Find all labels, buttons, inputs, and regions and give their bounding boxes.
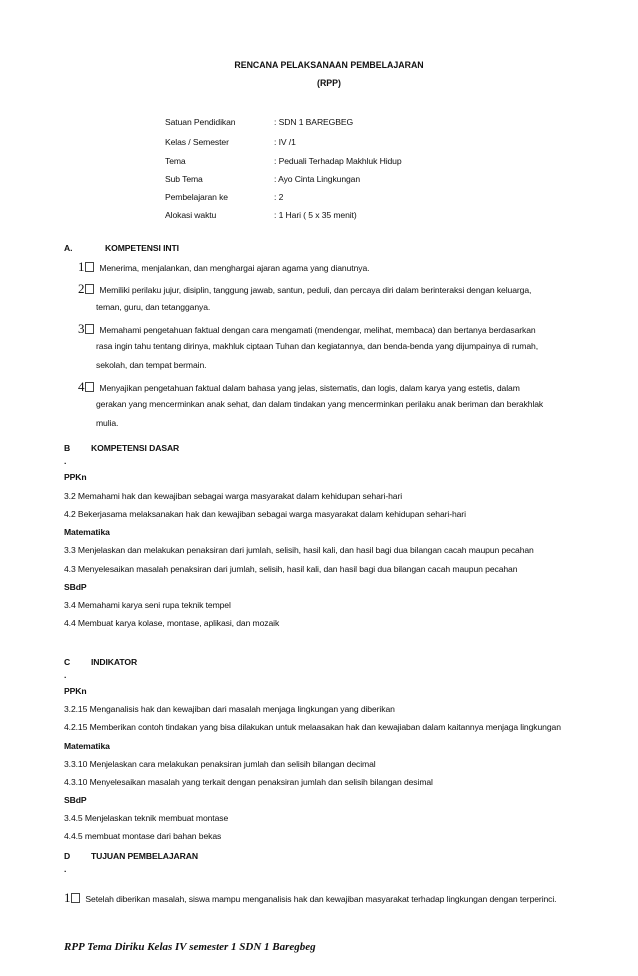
competency-item: 4.2 Bekerjasama melaksanakan hak dan kewajiban sebagai warga masyarakat dalam kehidupan sehari-hari [64,509,466,519]
indicator-item: 3.2.15 Menganalisis hak dan kewajiban dari masalah menjaga lingkungan yang diberikan [64,704,395,714]
item-text-continued: teman, guru, dan tetangganya. [96,302,211,312]
item-number: 1 [64,890,71,905]
item-text-continued: gerakan yang mencerminkan anak sehat, dan dalam tindakan yang mencerminkan perilaku anak beriman dan berakhlak [96,399,544,409]
identity-label: Kelas / Semester [165,137,229,147]
kompetensi-inti-item [78,379,520,395]
identity-value: : 1 Hari ( 5 x 35 menit) [274,210,357,220]
document-title: RENCANA PELAKSANAAN PEMBELAJARAN [234,60,424,70]
subject-heading: Matematika [64,741,110,751]
page-footer: RPP Tema Diriku Kelas IV semester 1 SDN 1 Baregbeg [64,941,316,953]
item-text: Setelah diberikan masalah, siswa mampu menganalisis hak dan kewajiban masyarakat terhadap lingkungan dengan terperinci. [85,894,557,904]
subject-heading: PPKn [64,686,87,696]
item-number: 1 [78,259,85,274]
item-number: 3 [78,321,85,336]
identity-label: Satuan Pendidikan [165,117,236,127]
item-text: Memiliki perilaku jujur, disiplin, tanggung jawab, santun, peduli, dan percaya diri dalam berinteraksi dengan keluarga, [99,285,532,295]
checkbox-glyph-icon [85,262,94,272]
objective-item [64,890,556,906]
identity-label: Pembelajaran ke [165,192,228,202]
checkbox-glyph-icon [85,324,94,334]
item-text: Memahami pengetahuan faktual dengan cara mengamati (mendengar, melihat, membaca) dan bertanya berdasarkan [99,325,536,335]
section-d-title: TUJUAN PEMBELAJARAN [91,851,198,861]
item-text: Menerima, menjalankan, dan menghargai ajaran agama yang dianutnya. [99,263,370,273]
kompetensi-inti-item [78,281,560,297]
section-a-title: KOMPETENSI INTI [105,243,179,253]
subject-heading: Matematika [64,527,110,537]
indicator-item: 3.4.5 Menjelaskan teknik membuat montase [64,813,229,823]
identity-label: Tema [165,156,186,166]
item-number: 4 [78,379,85,394]
competency-item: 4.4 Membuat karya kolase, montase, aplikasi, dan mozaik [64,618,280,628]
identity-value: : Ayo Cinta Lingkungan [274,174,361,184]
item-number: 2 [78,281,85,296]
kompetensi-inti-item [78,321,536,337]
checkbox-glyph-icon [85,382,94,392]
identity-value: : Peduali Terhadap Makhluk Hidup [274,156,402,166]
subject-heading: SBdP [64,795,87,805]
section-c-title: INDIKATOR [91,657,138,667]
identity-value: : IV /1 [274,137,296,147]
identity-value: : SDN 1 BAREGBEG [274,117,354,127]
section-c-letter: C [64,657,71,667]
indicator-item: 4.2.15 Memberikan contoh tindakan yang bisa dilakukan untuk melaasakan hak dan kewajiaban dalam kaitannya menjaga lingkungan [64,722,561,732]
section-b-dot: . [64,456,67,466]
identity-value: : 2 [274,192,284,202]
competency-item: 3.2 Memahami hak dan kewajiban sebagai warga masyarakat dalam kehidupan sehari-hari [64,491,403,501]
competency-item: 3.4 Memahami karya seni rupa teknik tempel [64,600,231,610]
item-text: Menyajikan pengetahuan faktual dalam bahasa yang jelas, sistematis, dan logis, dalam karya yang estetis, dalam [99,383,520,393]
item-text-continued: rasa ingin tahu tentang dirinya, makhluk ciptaan Tuhan dan kegiatannya, dan benda-benda yang dijumpainya di rumah, [96,341,538,351]
competency-item: 4.3 Menyelesaikan masalah penaksiran dari jumlah, selisih, hasil kali, dan hasil bagi dua bilangan cacah maupun pecahan [64,564,518,574]
subject-heading: SBdP [64,582,87,592]
identity-label: Sub Tema [165,174,203,184]
indicator-item: 4.4.5 membuat montase dari bahan bekas [64,831,222,841]
item-text-continued: mulia. [96,418,119,428]
kompetensi-inti-item [78,259,369,275]
section-b-title: KOMPETENSI DASAR [91,443,180,453]
section-d-dot: . [64,864,67,874]
item-text-continued: sekolah, dan tempat bermain. [96,360,207,370]
section-c-dot: . [64,670,67,680]
indicator-item: 4.3.10 Menyelesaikan masalah yang terkait dengan penaksiran jumlah dan selisih bilangan desimal [64,777,433,787]
checkbox-glyph-icon [85,284,94,294]
document-subtitle: (RPP) [317,78,341,88]
subject-heading: PPKn [64,472,87,482]
section-b-letter: B [64,443,71,453]
competency-item: 3.3 Menjelaskan dan melakukan penaksiran dari jumlah, selisih, hasil kali, dan hasil bagi dua bilangan cacah maupun pecahan [64,545,534,555]
checkbox-glyph-icon [71,893,80,903]
indicator-item: 3.3.10 Menjelaskan cara melakukan penaksiran jumlah dan selisih bilangan decimal [64,759,376,769]
identity-label: Alokasi waktu [165,210,217,220]
section-a-letter: A. [64,243,73,253]
section-d-letter: D [64,851,71,861]
